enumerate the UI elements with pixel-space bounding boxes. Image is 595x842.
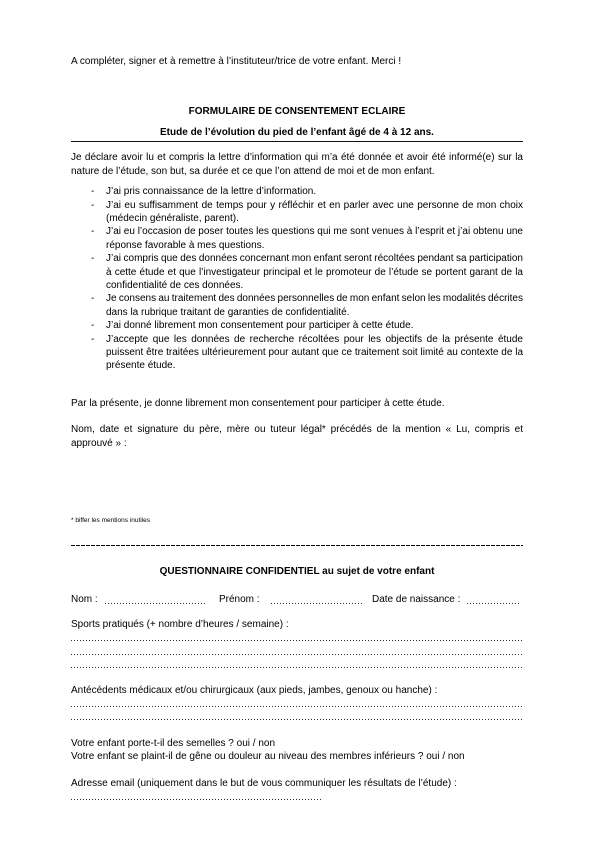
firstname-field-dots xyxy=(271,603,362,604)
bullet-line: J’ai eu l’occasion de poser toutes les questions qui me sont venues à l’esprit et j’ai obtenu une xyxy=(106,226,523,238)
bullet-line: puissent être traitées ultérieurement pour autant que ce traitement soit limité au contexte de la xyxy=(106,346,523,358)
name-label: Nom : xyxy=(71,594,98,605)
consent-bullet xyxy=(71,252,523,292)
pain-question: Votre enfant se plaint-il de gêne ou douleur au niveau des membres inférieurs ? oui / non xyxy=(71,751,465,763)
bullet-line: Je consens au traitement des données personnelles de mon enfant selon les modalités décrites xyxy=(106,293,523,305)
email-field-line xyxy=(71,799,321,800)
birthdate-label: Date de naissance : xyxy=(372,594,461,605)
sports-label: Sports pratiqués (+ nombre d’heures / semaine) : xyxy=(71,619,289,630)
footnote: * biffer les mentions inutiles xyxy=(71,517,151,524)
bullet-dash: - xyxy=(91,226,95,238)
consent-title: FORMULAIRE DE CONSENTEMENT ECLAIRE xyxy=(188,106,406,117)
intro-line: nature de l’étude, son but, sa durée et ce que l’on attend de moi et de mon enfant. xyxy=(71,166,435,177)
bullet-line: J’ai donné librement mon consentement pour participer à cette étude. xyxy=(106,320,414,332)
consent-bullet xyxy=(71,199,523,226)
consent-bullet xyxy=(71,319,523,332)
sports-field-line xyxy=(71,667,523,668)
bullet-line: J’ai compris que des données concernant mon enfant seront récoltées pendant sa participation xyxy=(106,253,523,265)
bullet-text xyxy=(106,199,523,226)
birthdate-field-dots xyxy=(467,603,519,604)
bullet-line: réponse favorable à mes questions. xyxy=(106,239,265,251)
bullet-line: à cette étude et que l’investigateur principal et le promoteur de l’étude se portent garant de la xyxy=(106,266,523,278)
bullet-dash: - xyxy=(91,199,95,211)
consent-intro xyxy=(71,151,523,179)
consent-bullet xyxy=(71,292,523,319)
signature-prompt xyxy=(71,423,523,451)
bullet-text xyxy=(106,333,523,373)
instruction-text: A compléter, signer et à remettre à l’instituteur/trice de votre enfant. Merci ! xyxy=(71,56,402,67)
bullet-dash: - xyxy=(91,186,95,198)
signature-prompt-line: Nom, date et signature du père, mère ou tuteur légal* précédés de la mention « Lu, compris et xyxy=(71,424,523,435)
sports-field-line xyxy=(71,640,523,641)
medical-label: Antécédents médicaux et/ou chirurgicaux (aux pieds, jambes, genoux ou hanche) : xyxy=(71,685,438,696)
bullet-line: J’ai eu suffisamment de temps pour y réfléchir et en parler avec une personne de mon choix xyxy=(106,199,523,211)
medical-field-line xyxy=(71,719,523,720)
bullet-dash: - xyxy=(91,320,95,332)
bullet-line: confidentialité de ces données. xyxy=(106,280,244,292)
cut-line xyxy=(71,545,523,546)
questionnaire-title: QUESTIONNAIRE CONFIDENTIEL au sujet de votre enfant xyxy=(159,566,435,577)
bullet-line: dans la rubrique traitant de garanties de confidentialité. xyxy=(106,306,350,318)
consent-bullet xyxy=(71,225,523,252)
bullet-text xyxy=(106,252,523,292)
name-field-dots xyxy=(105,603,205,604)
consent-bullet xyxy=(71,185,523,198)
section-divider xyxy=(71,141,523,142)
bullet-text xyxy=(106,292,523,319)
signature-prompt-line: approuvé » : xyxy=(71,438,127,449)
bullet-text xyxy=(106,319,523,332)
bullet-line: présente étude. xyxy=(106,360,176,372)
consent-bullet xyxy=(71,333,523,373)
bullet-text xyxy=(106,225,523,252)
consent-statement: Par la présente, je donne librement mon consentement pour participer à cette étude. xyxy=(71,398,445,409)
intro-line: Je déclare avoir lu et compris la lettre d’information qui m’a été donnée et avoir été informé(e) sur la xyxy=(71,152,523,163)
bullet-dash: - xyxy=(91,293,95,305)
bullet-line: (médecin généraliste, parent). xyxy=(106,213,239,225)
insoles-question: Votre enfant porte-t-il des semelles ? oui / non xyxy=(71,738,276,750)
bullet-line: J’ai pris connaissance de la lettre d’information. xyxy=(106,186,317,198)
bullet-text xyxy=(106,185,523,198)
bullet-dash: - xyxy=(91,333,95,345)
bullet-line: J’accepte que les données de recherche récoltées pour les objectifs de la présente étude xyxy=(106,333,523,345)
bullet-dash: - xyxy=(91,253,95,265)
consent-subtitle: Etude de l’évolution du pied de l’enfant âgé de 4 à 12 ans. xyxy=(160,127,434,138)
sports-field-line xyxy=(71,654,523,655)
firstname-label: Prénom : xyxy=(219,594,260,605)
medical-field-line xyxy=(71,706,523,707)
email-label: Adresse email (uniquement dans le but de vous communiquer les résultats de l’étude) : xyxy=(71,778,457,789)
consent-bullet-list xyxy=(71,185,523,372)
